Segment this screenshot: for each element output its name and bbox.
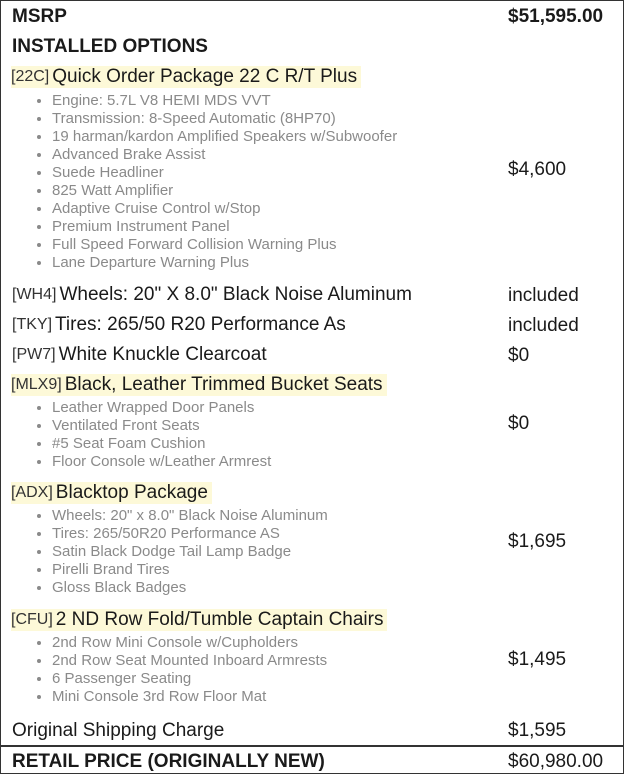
retail-price-row [1,751,623,773]
option-title: White Knuckle Clearcoat [58,344,267,365]
option-code: [CFU] [11,611,53,628]
feature-item: • Tires: 265/50R20 Performance AS [52,525,328,543]
shipping-label: Original Shipping Charge [12,720,225,741]
installed-options-heading: INSTALLED OPTIONS [12,36,208,57]
option-title: Black, Leather Trimmed Bucket Seats [64,374,383,395]
msrp-row [1,6,623,28]
option-feature-list-mlx9 [30,399,271,471]
option-title: Blacktop Package [55,482,208,503]
feature-item: • Lane Departure Warning Plus [52,254,397,272]
option-price-wh4: included [508,285,579,306]
retail-price-label: RETAIL PRICE (ORIGINALLY NEW) [12,751,325,772]
option-title: Tires: 265/50 R20 Performance As [55,314,346,335]
feature-item: • Mini Console 3rd Row Floor Mat [52,688,327,706]
option-header-mlx9 [11,374,387,396]
feature-item: • Full Speed Forward Collision Warning Plus [52,236,397,254]
feature-item: • 6 Passenger Seating [52,670,327,688]
option-price-22c: $4,600 [508,159,567,180]
option-code: [MLX9] [11,376,62,393]
feature-item: • 2nd Row Seat Mounted Inboard Armrests [52,652,327,670]
msrp-price: $51,595.00 [508,6,604,27]
feature-item: • Wheels: 20" x 8.0" Black Noise Aluminum [52,507,328,525]
feature-item: • 825 Watt Amplifier [52,182,397,200]
option-title: 2 ND Row Fold/Tumble Captain Chairs [55,609,384,630]
option-price-adx: $1,695 [508,531,567,552]
feature-item: • Transmission: 8-Speed Automatic (8HP70) [52,110,397,128]
feature-item: • Gloss Black Badges [52,579,328,597]
option-title: Wheels: 20" X 8.0" Black Noise Aluminum [59,284,412,305]
feature-item: • Ventilated Front Seats [52,417,271,435]
feature-item: • Advanced Brake Assist [52,146,397,164]
msrp-label: MSRP [12,6,67,27]
option-code: [WH4] [12,286,57,303]
option-code: [ADX] [11,484,53,501]
option-header-22c [11,66,361,88]
feature-item: • 19 harman/kardon Amplified Speakers w/Subwoofer [52,128,397,146]
option-header-cfu [11,609,387,631]
total-divider [1,745,623,747]
option-code: [PW7] [12,346,56,363]
shipping-price: $1,595 [508,720,567,741]
shipping-row [1,720,623,742]
feature-item: • Pirelli Brand Tires [52,561,328,579]
option-header-tky [12,314,346,336]
feature-item: • Floor Console w/Leather Armrest [52,453,271,471]
retail-price-value: $60,980.00 [508,751,604,772]
option-header-wh4 [12,284,412,306]
feature-item: • #5 Seat Foam Cushion [52,435,271,453]
option-code: [TKY] [12,316,53,333]
installed-options-row [1,36,623,58]
option-feature-list-22c [30,92,397,272]
option-title: Quick Order Package 22 C R/T Plus [52,66,358,87]
feature-item: • Satin Black Dodge Tail Lamp Badge [52,543,328,561]
feature-item: • 2nd Row Mini Console w/Cupholders [52,634,327,652]
feature-item: • Premium Instrument Panel [52,218,397,236]
option-price-mlx9: $0 [508,413,530,434]
option-price-tky: included [508,315,579,336]
option-feature-list-cfu [30,634,327,706]
option-price-cfu: $1,495 [508,649,567,670]
option-header-pw7 [12,344,267,366]
feature-item: • Leather Wrapped Door Panels [52,399,271,417]
feature-item: • Engine: 5.7L V8 HEMI MDS VVT [52,92,397,110]
option-code: [22C] [11,68,50,85]
feature-item: • Adaptive Cruise Control w/Stop [52,200,397,218]
option-header-adx [11,482,212,504]
option-price-pw7: $0 [508,345,530,366]
option-feature-list-adx [30,507,328,597]
feature-item: • Suede Headliner [52,164,397,182]
